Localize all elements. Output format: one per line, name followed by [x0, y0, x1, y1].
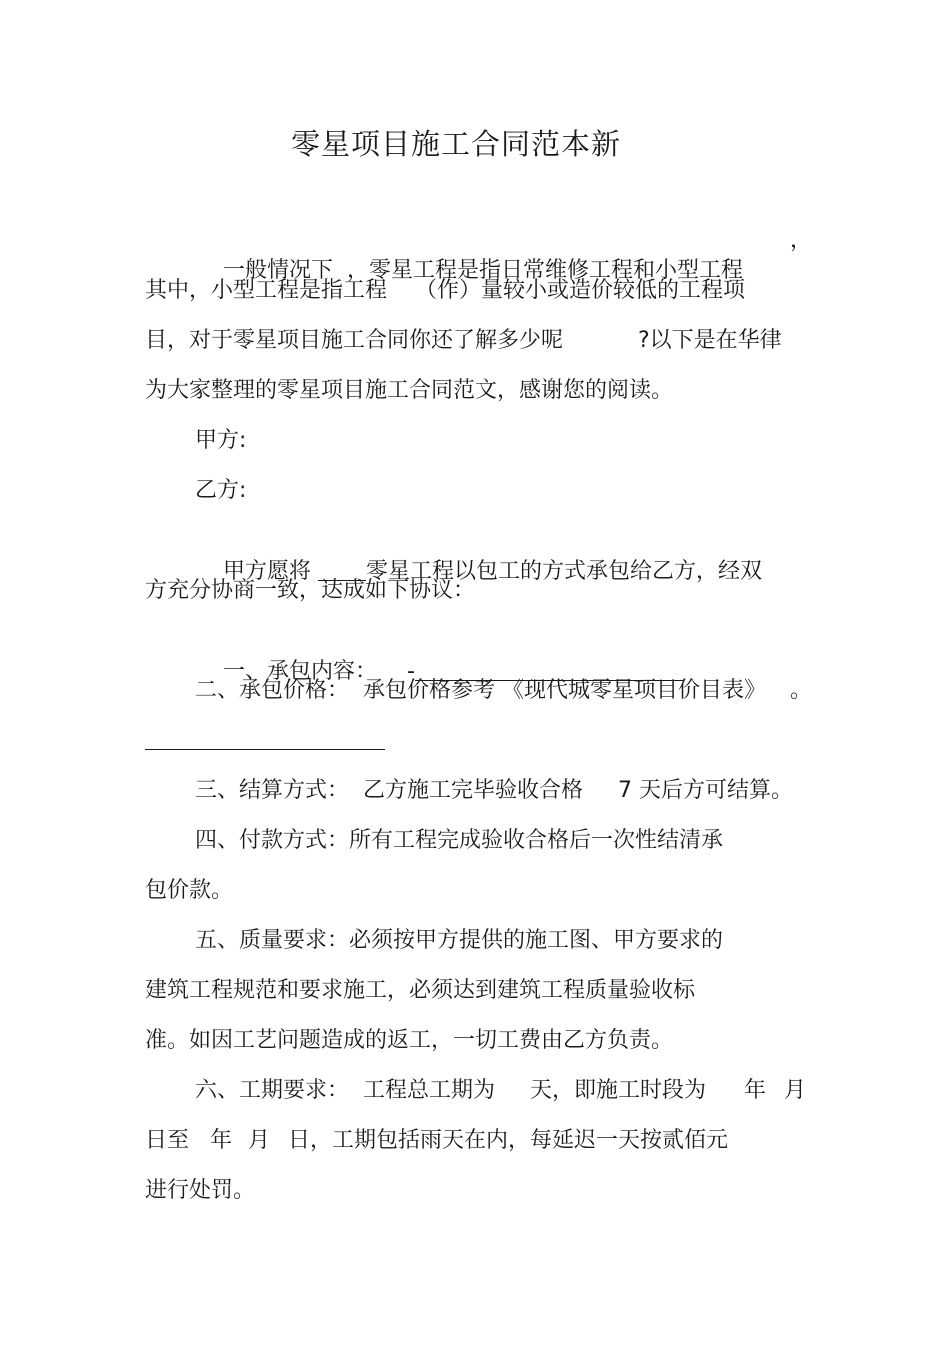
clause-5-line-1: 五、质量要求：必须按甲方提供的施工图、甲方要求的 — [195, 928, 724, 953]
agreement-line-2: 方充分协商一致，达成如下协议： — [145, 578, 476, 603]
clause-1-dash: - — [407, 659, 415, 684]
party-a-label: 甲方: — [195, 428, 247, 453]
clause-6-month: 月 — [784, 1078, 807, 1103]
clause-6-line-2-rest: 日，工期包括雨天在内，每延迟一天按贰佰元 — [288, 1128, 729, 1153]
clause-1-label: 一、承包内容： — [222, 659, 377, 684]
party-b-label: 乙方: — [195, 478, 247, 503]
intro-line-4: 为大家整理的零星项目施工合同范文，感谢您的阅读。 — [145, 378, 674, 403]
clause-6-days: 天，即施工时段为 — [530, 1078, 707, 1103]
agreement-line-1-start: 甲方愿将 — [222, 559, 318, 584]
intro-line-1-text: 一般情况下 ，零星工程是指日常维修工程和小型工程 — [222, 258, 743, 283]
clause-2-blank-line — [145, 749, 385, 750]
intro-line-2: 其中，小型工程是指工程 （作）量较小或造价较低的工程项 — [145, 278, 745, 303]
intro-line-3-tail: ?以下是在华律 — [638, 328, 782, 353]
intro-line-3: 目，对于零星项目施工合同你还了解多少呢 — [145, 328, 564, 353]
document-title: 零星项目施工合同范本新 — [290, 127, 621, 161]
clause-6-line-3: 进行处罚。 — [145, 1178, 256, 1203]
clause-3: 三、结算方式： 乙方施工完毕验收合格 7 天后方可结算。 — [195, 778, 793, 803]
agreement-line-1-end: 零星工程以包工的方式承包给乙方，经双 — [365, 559, 762, 584]
clause-5-line-2: 建筑工程规范和要求施工，必须达到建筑工程质量验收标 — [145, 978, 696, 1003]
clause-6-line-2-start: 日至 — [145, 1128, 190, 1153]
clause-6-line-2-year: 年 — [210, 1128, 233, 1153]
clause-6-line-2-month: 月 — [248, 1128, 271, 1153]
clause-2: 二、承包价格： 承包价格参考 《现代城零星项目价目表》 — [195, 678, 766, 703]
clause-4-line-1: 四、付款方式：所有工程完成验收合格后一次性结清承 — [195, 828, 724, 853]
clause-6-label: 六、工期要求： 工程总工期为 — [195, 1078, 495, 1103]
clause-5-line-3: 准。如因工艺问题造成的返工，一切工费由乙方负责。 — [145, 1028, 674, 1053]
clause-6-year: 年 — [744, 1078, 767, 1103]
clause-2-end: 。 — [790, 678, 813, 703]
intro-line-1-comma: ， — [790, 228, 813, 253]
clause-4-line-2: 包价款。 — [145, 878, 234, 903]
